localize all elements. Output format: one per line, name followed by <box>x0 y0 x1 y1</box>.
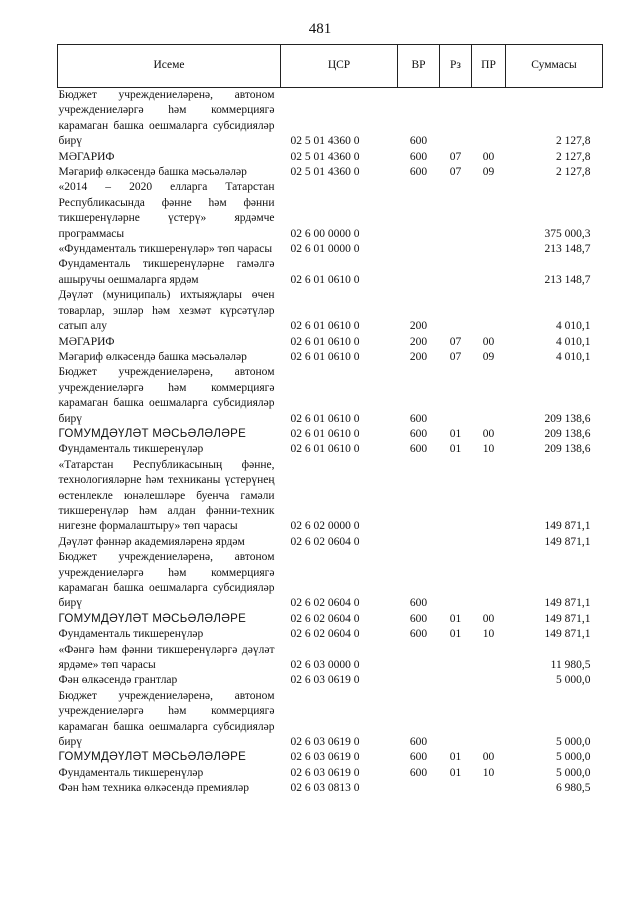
row-csr-code: 02 6 02 0604 0 <box>290 597 360 610</box>
table-row <box>58 781 603 796</box>
row-name: ГОМУМДӘҮЛӘТ МӘСЬӘЛӘЛӘРЕ <box>58 612 247 625</box>
row-amount: 149 871,1 <box>544 535 591 548</box>
row-rz-code: 07 <box>449 350 462 363</box>
row-vr-code: 600 <box>409 443 428 456</box>
table-row <box>58 643 603 674</box>
table-row <box>58 365 603 427</box>
row-vr-code <box>398 535 440 550</box>
table-row <box>58 673 603 688</box>
row-amount: 213 148,7 <box>544 273 591 286</box>
row-rz-code <box>440 458 472 535</box>
table-row <box>58 458 603 535</box>
row-amount: 4 010,1 <box>556 320 591 333</box>
table-row <box>58 535 603 550</box>
row-csr-code: 02 6 01 0610 0 <box>290 427 360 440</box>
table-row <box>58 88 603 150</box>
row-pr-code: 00 <box>482 612 495 625</box>
row-rz-code <box>440 365 472 427</box>
table-row <box>58 257 603 288</box>
page-number: 481 <box>308 21 332 37</box>
row-csr-code: 02 6 03 0619 0 <box>290 766 360 779</box>
row-pr-code: 09 <box>482 166 495 179</box>
row-csr-code: 02 6 02 0604 0 <box>290 535 360 548</box>
row-name: МӘГАРИФ <box>58 150 115 163</box>
row-name: Дәүләт фәннәр академияләренә ярдәм <box>58 535 245 548</box>
row-name: Мәгариф өлкәсендә башка мәсьәләләр <box>58 166 247 179</box>
row-amount: 2 127,8 <box>556 166 591 179</box>
row-name: Бюджет учреждениеләренә, автоном учреждениеләргә һәм коммерциягә карамаган башка оешмаларга субсидияләр бирү <box>58 89 275 148</box>
header-name: Исеме <box>58 45 281 88</box>
row-rz-code <box>440 673 472 688</box>
header-rz: Рз <box>440 45 472 88</box>
row-csr-code: 02 5 01 4360 0 <box>290 150 360 163</box>
row-vr-code: 200 <box>409 335 428 348</box>
header-sum: Суммасы <box>506 45 603 88</box>
row-rz-code: 01 <box>449 443 462 456</box>
row-vr-code <box>398 458 440 535</box>
row-csr-code: 02 6 02 0000 0 <box>290 520 360 533</box>
row-pr-code <box>472 689 506 751</box>
row-rz-code: 01 <box>449 612 462 625</box>
row-rz-code: 01 <box>449 766 462 779</box>
row-amount: 209 138,6 <box>544 443 591 456</box>
row-rz-code: 01 <box>449 427 462 440</box>
row-amount: 149 871,1 <box>544 612 591 625</box>
row-csr-code: 02 6 00 0000 0 <box>290 227 360 240</box>
row-csr-code: 02 6 03 0619 0 <box>290 751 360 764</box>
row-rz-code <box>440 535 472 550</box>
row-csr-code: 02 6 01 0610 0 <box>290 273 360 286</box>
row-rz-code: 07 <box>449 335 462 348</box>
row-amount: 6 980,5 <box>556 782 591 795</box>
row-amount: 4 010,1 <box>556 350 591 363</box>
row-vr-code <box>398 673 440 688</box>
row-pr-code <box>472 180 506 242</box>
row-csr-code: 02 6 01 0610 0 <box>290 443 360 456</box>
row-name: МӘГАРИФ <box>58 335 115 348</box>
row-csr-code: 02 6 02 0604 0 <box>290 628 360 641</box>
row-csr-code: 02 6 03 0000 0 <box>290 659 360 672</box>
row-rz-code <box>440 550 472 612</box>
row-amount: 5 000,0 <box>556 751 591 764</box>
table-row <box>58 427 603 442</box>
row-rz-code <box>440 242 472 257</box>
row-csr-code: 02 6 02 0604 0 <box>290 612 360 625</box>
row-name: Мәгариф өлкәсендә башка мәсьәләләр <box>58 350 247 363</box>
row-name: ГОМУМДӘҮЛӘТ МӘСЬӘЛӘЛӘРЕ <box>58 427 247 440</box>
table-row <box>58 627 603 642</box>
row-csr-code: 02 6 03 0813 0 <box>290 782 360 795</box>
row-rz-code <box>440 689 472 751</box>
row-vr-code: 600 <box>409 597 428 610</box>
table-row <box>58 612 603 627</box>
table-row <box>58 766 603 781</box>
row-amount: 5 000,0 <box>556 766 591 779</box>
row-name: Фән һәм техника өлкәсендә премияләр <box>58 782 249 795</box>
row-pr-code <box>472 550 506 612</box>
row-csr-code: 02 6 01 0610 0 <box>290 320 360 333</box>
row-name: Бюджет учреждениеләренә, автоном учреждениеләргә һәм коммерциягә карамаган башка оешмаларга субсидияләр бирү <box>58 366 275 425</box>
row-pr-code: 00 <box>482 150 495 163</box>
row-name: Бюджет учреждениеләренә, автоном учреждениеләргә һәм коммерциягә карамаган башка оешмаларга субсидияләр бирү <box>58 551 275 610</box>
row-vr-code: 600 <box>409 427 428 440</box>
row-vr-code <box>398 643 440 674</box>
row-rz-code: 01 <box>449 628 462 641</box>
row-rz-code <box>440 180 472 242</box>
row-vr-code <box>398 257 440 288</box>
row-vr-code: 200 <box>409 350 428 363</box>
row-csr-code: 02 5 01 4360 0 <box>290 166 360 179</box>
table-row <box>58 689 603 751</box>
row-csr-code: 02 5 01 4360 0 <box>290 135 360 148</box>
row-vr-code: 600 <box>409 766 428 779</box>
row-csr-code: 02 6 03 0619 0 <box>290 674 360 687</box>
row-vr-code: 600 <box>409 628 428 641</box>
row-vr-code: 600 <box>409 135 428 148</box>
row-vr-code: 600 <box>409 736 428 749</box>
row-name: Бюджет учреждениеләренә, автоном учреждениеләргә һәм коммерциягә карамаган башка оешмаларга субсидияләр бирү <box>58 689 275 749</box>
table-row <box>58 288 603 334</box>
row-name: «Фундаменталь тикшеренүләр» төп чарасы <box>58 243 273 256</box>
row-pr-code: 10 <box>482 443 495 456</box>
row-vr-code: 600 <box>409 150 428 163</box>
row-amount: 209 138,6 <box>544 412 591 425</box>
row-amount: 213 148,7 <box>544 243 591 256</box>
row-pr-code <box>472 673 506 688</box>
row-pr-code <box>472 458 506 535</box>
row-name: Фундаменталь тикшеренүләр <box>58 766 204 779</box>
row-pr-code <box>472 242 506 257</box>
row-vr-code: 200 <box>409 320 428 333</box>
table-row <box>58 442 603 457</box>
row-vr-code: 600 <box>409 166 428 179</box>
row-pr-code: 00 <box>482 335 495 348</box>
row-rz-code: 07 <box>449 166 462 179</box>
row-vr-code: 600 <box>409 751 428 764</box>
table-row <box>58 750 603 765</box>
row-vr-code: 600 <box>409 612 428 625</box>
table-row <box>58 165 603 180</box>
row-amount: 209 138,6 <box>544 427 591 440</box>
row-rz-code: 07 <box>449 150 462 163</box>
row-amount: 2 127,8 <box>556 135 591 148</box>
row-amount: 5 000,0 <box>556 736 591 749</box>
table-row <box>58 242 603 257</box>
row-pr-code <box>472 781 506 796</box>
row-amount: 4 010,1 <box>556 335 591 348</box>
row-name: ГОМУМДӘҮЛӘТ МӘСЬӘЛӘЛӘРЕ <box>58 751 247 764</box>
header-csr: ЦСР <box>281 45 398 88</box>
budget-table <box>57 44 603 797</box>
row-rz-code <box>440 88 472 150</box>
row-pr-code <box>472 643 506 674</box>
table-row <box>58 350 603 365</box>
row-pr-code: 10 <box>482 766 495 779</box>
row-amount: 11 980,5 <box>550 659 591 672</box>
row-pr-code: 09 <box>482 350 495 363</box>
row-rz-code <box>440 288 472 334</box>
row-amount: 5 000,0 <box>556 674 591 687</box>
row-name: Дәүләт (муниципаль) ихтыяҗлары өчен товарлар, эшләр һәм хезмәт күрсәтүләр сатып алу <box>58 289 275 333</box>
row-vr-code <box>398 242 440 257</box>
row-rz-code <box>440 781 472 796</box>
row-name: «Татарстан Республикасының фәнне, технологияләрне һәм техниканы үстерүнең өстенлекле юнәлешләре буенча гамәли тикшеренүләр һәм алдан фәнни-техник нигезне формалаштыру» төп чарасы <box>58 458 275 533</box>
table-body <box>58 88 603 797</box>
row-rz-code: 01 <box>449 751 462 764</box>
row-amount: 149 871,1 <box>544 520 591 533</box>
row-amount: 149 871,1 <box>544 597 591 610</box>
row-csr-code: 02 6 01 0000 0 <box>290 243 360 256</box>
row-amount: 149 871,1 <box>544 628 591 641</box>
table-row <box>58 180 603 242</box>
table-header-row <box>58 45 603 88</box>
row-csr-code: 02 6 01 0610 0 <box>290 412 360 425</box>
row-name: «2014 – 2020 елларга Татарстан Республикасында фәнне һәм фәнни тикшеренүләрне үстерү» ярдәмче программасы <box>58 181 275 240</box>
table-row <box>58 335 603 350</box>
row-pr-code <box>472 365 506 427</box>
row-name: Фундаменталь тикшеренүләрне гамәлгә ашыручы оешмаларга ярдәм <box>58 258 275 286</box>
row-pr-code: 00 <box>482 751 495 764</box>
row-pr-code <box>472 288 506 334</box>
row-name: Фундаменталь тикшеренүләр <box>58 628 204 641</box>
row-pr-code <box>472 257 506 288</box>
row-rz-code <box>440 643 472 674</box>
row-csr-code: 02 6 03 0619 0 <box>290 736 360 749</box>
row-vr-code <box>398 180 440 242</box>
table-row <box>58 150 603 165</box>
row-pr-code <box>472 88 506 150</box>
row-csr-code: 02 6 01 0610 0 <box>290 350 360 363</box>
row-name: Фән өлкәсендә грантлар <box>58 674 178 687</box>
row-name: Фундаменталь тикшеренүләр <box>58 443 204 456</box>
row-pr-code: 00 <box>482 427 495 440</box>
table-row <box>58 550 603 612</box>
row-vr-code <box>398 781 440 796</box>
row-name: «Фәнгә һәм фәнни тикшеренүләргә дәүләт ярдәме» төп чарасы <box>58 643 275 672</box>
row-vr-code: 600 <box>409 412 428 425</box>
header-pr: ПР <box>472 45 506 88</box>
row-csr-code: 02 6 01 0610 0 <box>290 335 360 348</box>
header-vr: ВР <box>398 45 440 88</box>
row-pr-code: 10 <box>482 628 495 641</box>
row-rz-code <box>440 257 472 288</box>
row-amount: 375 000,3 <box>544 227 591 240</box>
row-amount: 2 127,8 <box>556 150 591 163</box>
row-pr-code <box>472 535 506 550</box>
